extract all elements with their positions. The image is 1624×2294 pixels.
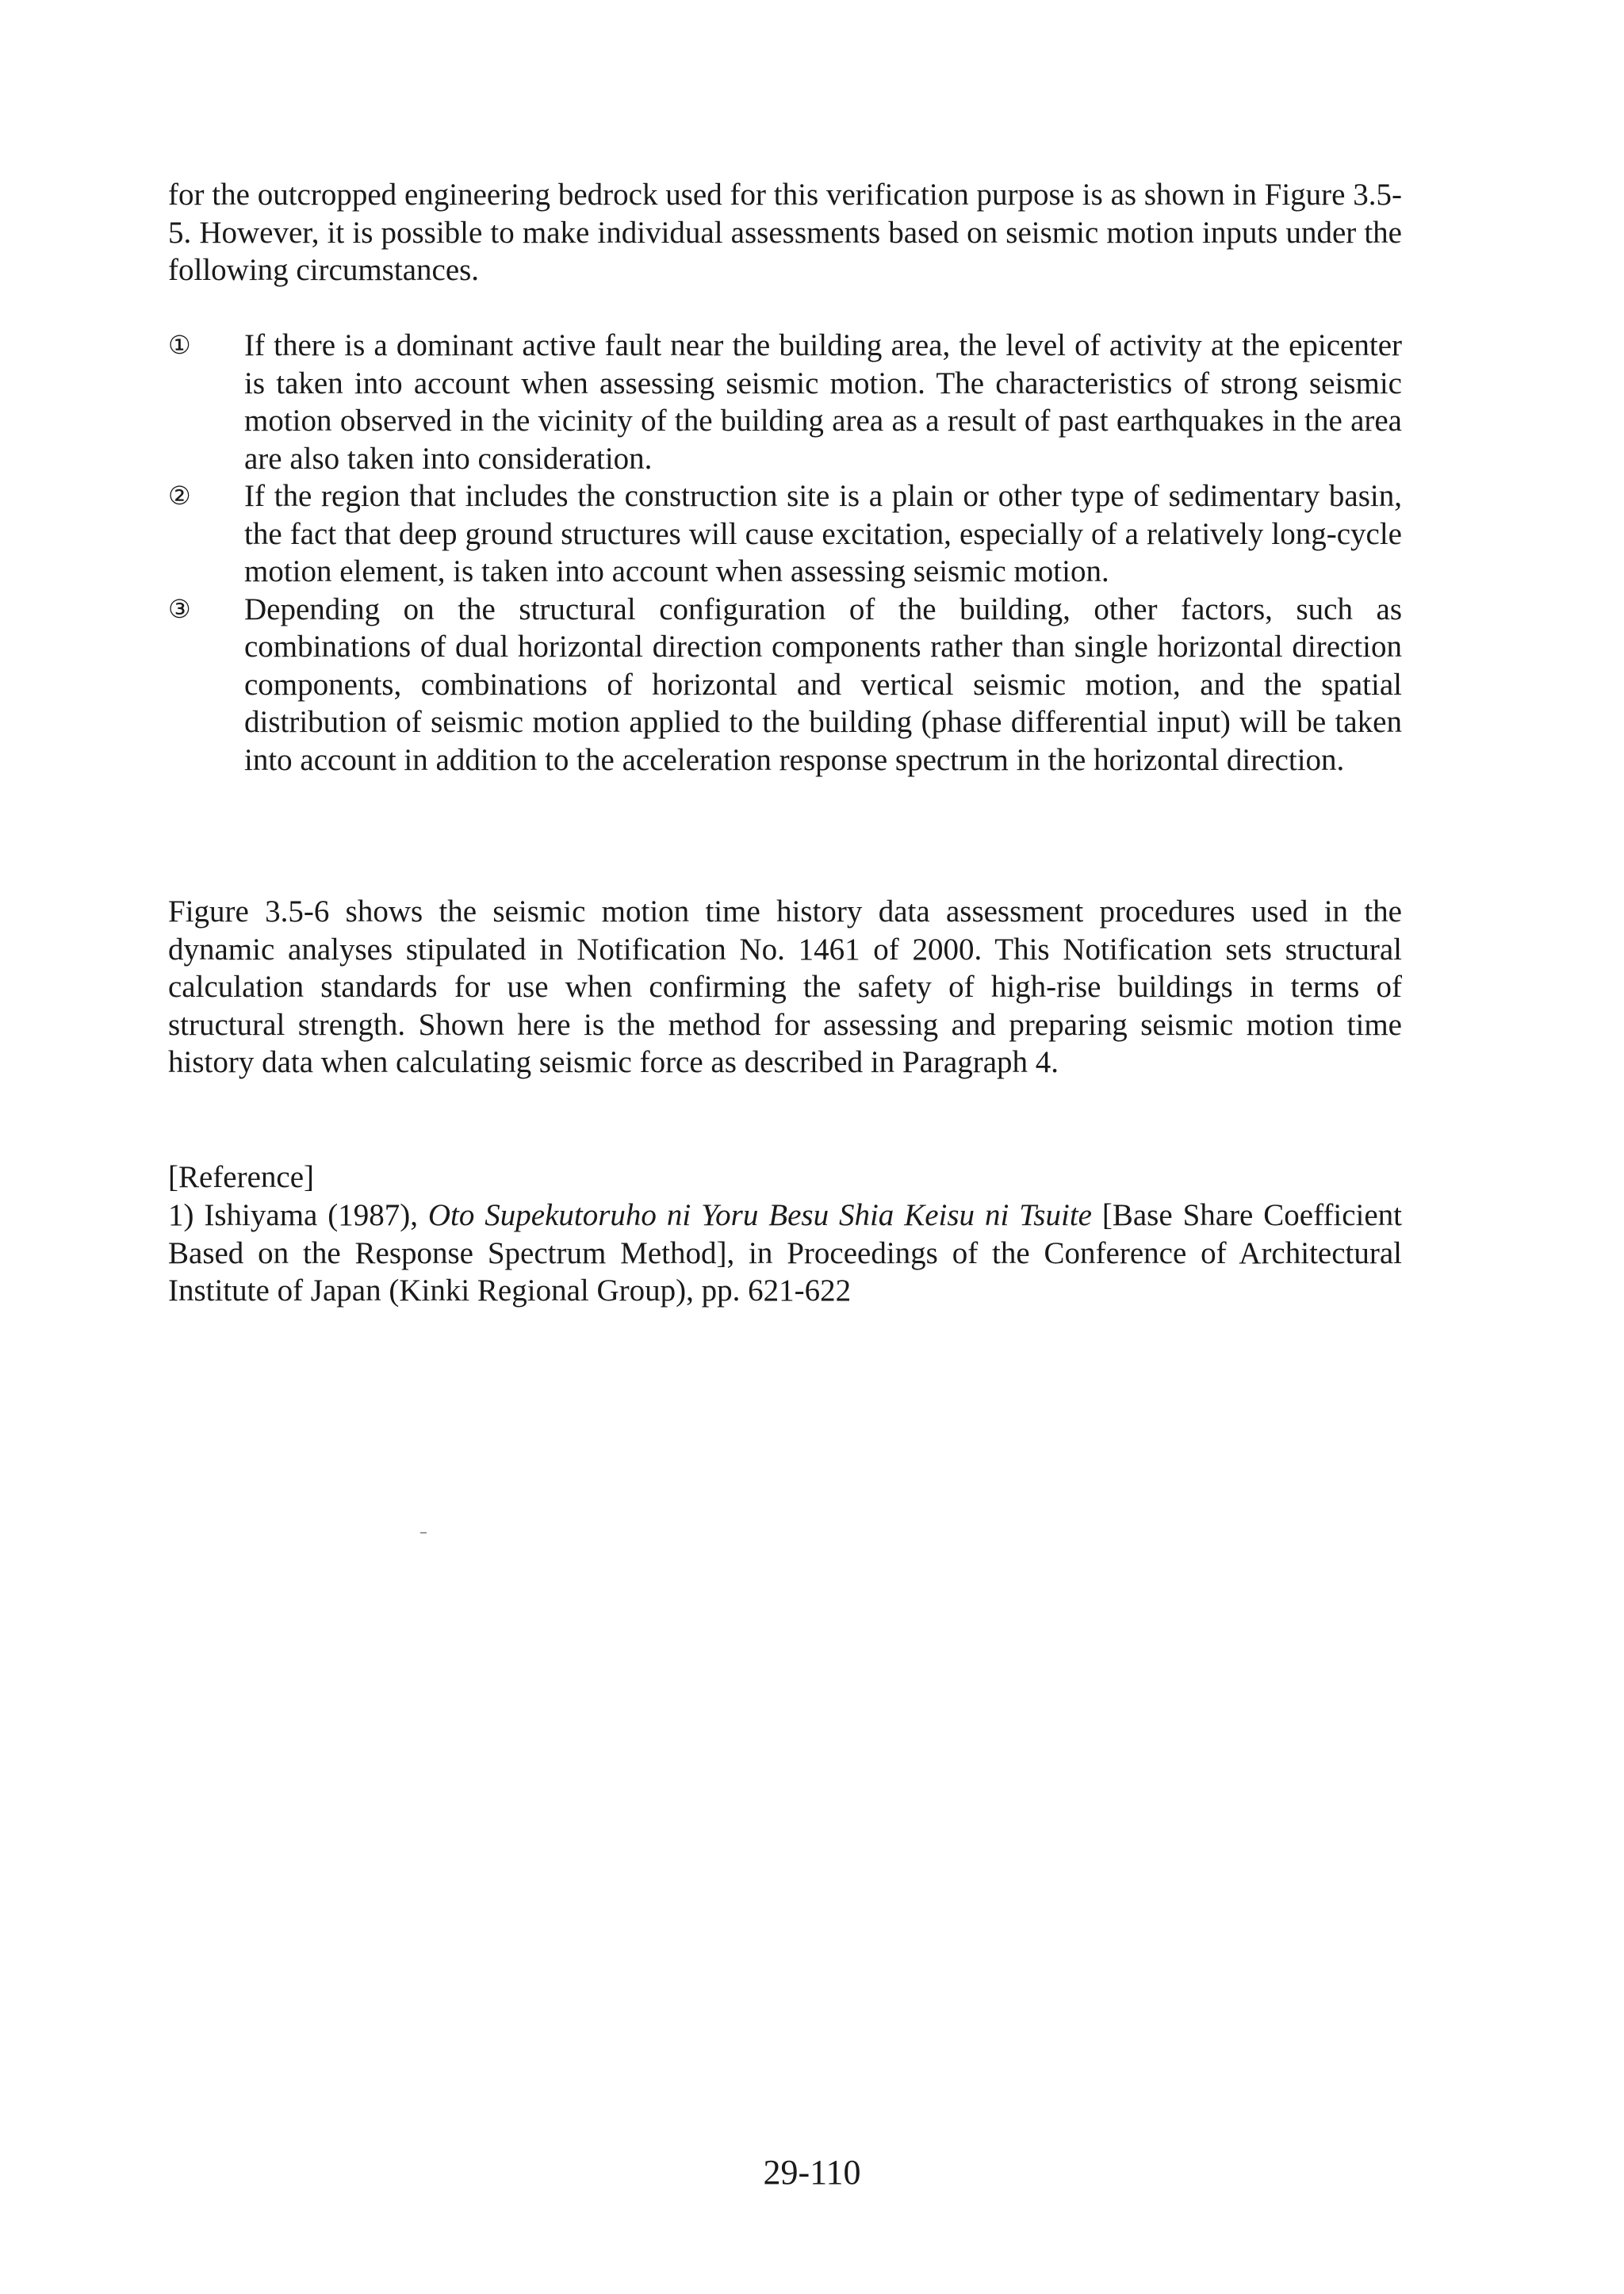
reference-entry	[168, 1197, 1402, 1310]
reference-title: Oto Supekutoruho ni Yoru Besu Shia Keisu ni Tsuite	[427, 1198, 1092, 1232]
circumstance-list	[168, 327, 1402, 779]
reference-heading: [Reference]	[168, 1160, 315, 1194]
page-number: 29-110	[763, 2153, 861, 2192]
list-marker: ③	[168, 593, 191, 624]
list-item-text: If the region that includes the construction site is a plain or other type of sedimentary basin, the fact that deep ground structures will cause excitation, especially of a relatively long-cycle motion element, is taken into account when assessing seismic motion.	[244, 479, 1402, 588]
scan-artifact	[420, 1532, 427, 1534]
reference-suffix: [Base Share Coefficient Based on the Response Spectrum Method], in Proceedings of the Conference of Architectural Institute of Japan (Kinki Regional Group), pp. 621-622	[168, 1198, 1402, 1308]
list-item-text: If there is a dominant active fault near the building area, the level of activity at the epicenter is taken into account when assessing seismic motion. The characteristics of strong seismic motion observed in the vicinity of the building area as a result of past earthquakes in the area are also taken into consideration.	[244, 328, 1402, 476]
list-marker: ①	[168, 330, 191, 360]
list-item	[168, 327, 1402, 477]
list-item-text: Depending on the structural configuration of the building, other factors, such as combinations of dual horizontal direction components rather than single horizontal direction components, combinations of horizontal and vertical seismic motion, and the spatial distribution of seismic motion applied to the building (phase differential input) will be taken into account in addition to the acceleration response spectrum in the horizontal direction.	[244, 592, 1402, 777]
figure-paragraph: Figure 3.5-6 shows the seismic motion time history data assessment procedures used in the dynamic analyses stipulated in Notification No. 1461 of 2000. This Notification sets structural calculation standards for use when confirming the safety of high-rise buildings in terms of structural strength. Shown here is the method for assessing and preparing seismic motion time history data when calculating seismic force as described in Paragraph 4.	[168, 894, 1402, 1079]
list-item	[168, 477, 1402, 591]
reference-prefix: 1) Ishiyama (1987),	[168, 1198, 428, 1232]
intro-paragraph: for the outcropped engineering bedrock used for this verification purpose is as shown in Figure 3.5-5. However, it is possible to make individual assessments based on seismic motion inputs under the following circumstances.	[168, 178, 1402, 287]
list-marker: ②	[168, 481, 191, 511]
list-item	[168, 591, 1402, 779]
